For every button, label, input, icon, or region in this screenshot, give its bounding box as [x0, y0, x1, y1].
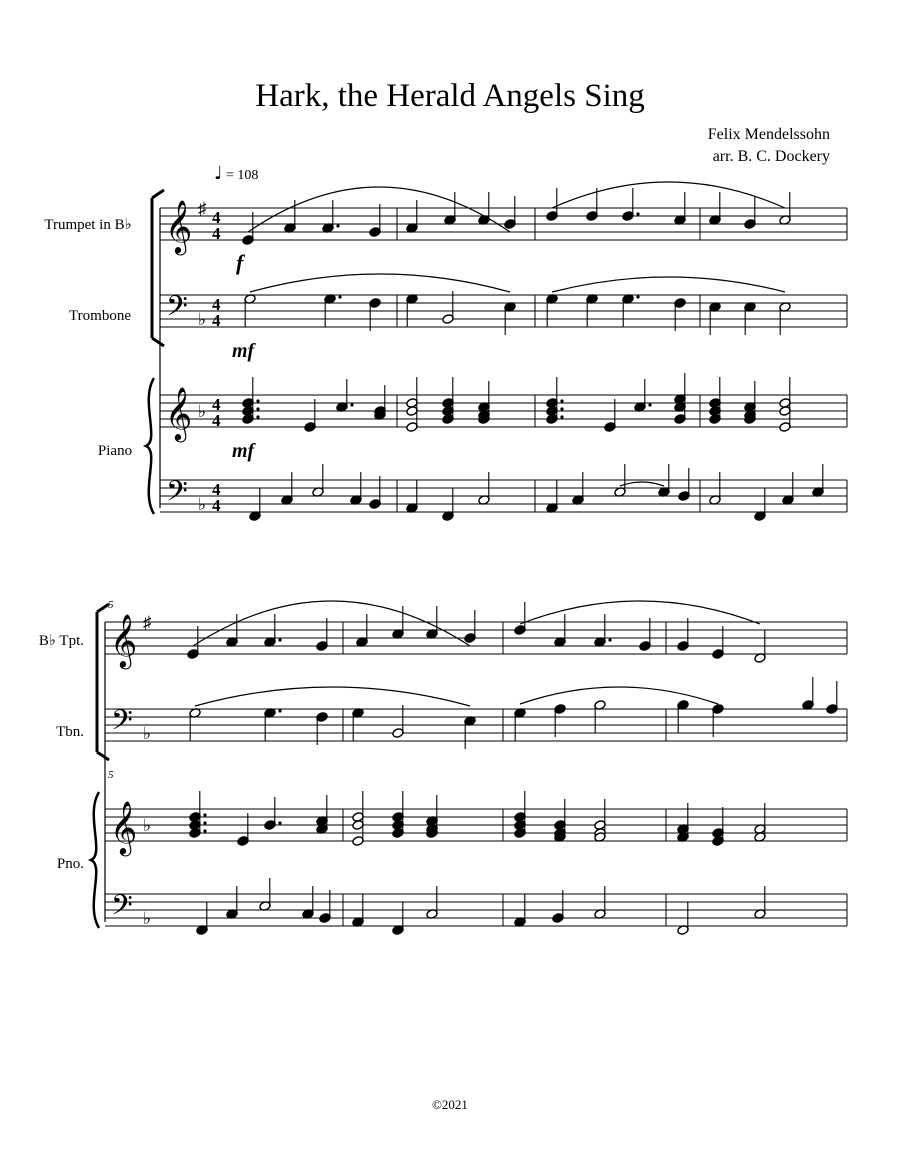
- note-dot: [203, 829, 206, 832]
- note-dot: [278, 638, 281, 641]
- flat-key-icon: ♭: [143, 724, 152, 743]
- bass-clef-icon: 𝄢: [111, 891, 133, 928]
- sharp-key-icon: ♯: [198, 199, 207, 218]
- flat-key-icon: ♭: [143, 909, 152, 928]
- note-dot: [608, 638, 611, 641]
- trumpet-staff: [160, 208, 847, 240]
- bass-clef-icon: 𝄢: [111, 706, 133, 743]
- measure-number-5: 5: [108, 599, 114, 611]
- system-2: [39, 599, 847, 928]
- tempo-value: = 108: [226, 168, 259, 183]
- dynamic-mezzo-forte-trombone: mf: [232, 340, 255, 362]
- note-dot: [256, 407, 259, 410]
- slur-trumpet-m7: [520, 601, 760, 624]
- bass-clef-icon: 𝄢: [166, 292, 188, 329]
- time-signature-numerator: 4: [212, 395, 221, 414]
- piano-label: Piano: [97, 443, 133, 459]
- flat-key-icon: ♭: [198, 495, 207, 514]
- note-dot: [278, 821, 281, 824]
- piano-treble-staff: [105, 809, 847, 841]
- trumpet-staff: [105, 622, 847, 654]
- quarter-note-icon: ♩: [214, 163, 223, 184]
- time-signature-denominator: 4: [212, 496, 221, 515]
- trombone-staff: [105, 709, 847, 741]
- slur-trombone-m5: [195, 687, 470, 706]
- note-dot: [560, 399, 563, 402]
- tie-bass-m3: [620, 482, 664, 486]
- trombone-staff: [160, 295, 847, 327]
- trombone-label: Trombone: [69, 308, 131, 324]
- time-signature-numerator: 4: [212, 208, 221, 227]
- dynamic-mezzo-forte-piano: mf: [232, 440, 255, 462]
- flat-key-icon: ♭: [198, 310, 207, 329]
- time-signature-denominator: 4: [212, 224, 221, 243]
- system-1: [44, 190, 847, 515]
- piano-bass-staff: [160, 480, 847, 512]
- note-dot: [278, 709, 281, 712]
- time-signature-denominator: 4: [212, 411, 221, 430]
- score-title: Hark, the Herald Angels Sing: [255, 78, 645, 114]
- note-dot: [350, 403, 353, 406]
- time-signature-numerator: 4: [212, 295, 221, 314]
- time-signature-numerator: 4: [212, 480, 221, 499]
- note-dot: [256, 415, 259, 418]
- treble-clef-icon: 𝄞: [110, 802, 138, 853]
- note-dot: [203, 813, 206, 816]
- trombone-abbrev-label: Tbn.: [56, 724, 84, 740]
- piano-treble-staff: [160, 395, 847, 427]
- treble-clef-icon: 𝄞: [165, 201, 193, 252]
- composer-credit: Felix Mendelssohn: [707, 126, 830, 143]
- trumpet-abbrev-label: B♭ Tpt.: [38, 633, 84, 649]
- dynamic-forte: f: [236, 250, 244, 275]
- flat-key-icon: ♭: [143, 816, 152, 835]
- note-dot: [636, 212, 639, 215]
- trumpet-label: Trumpet in B♭: [44, 217, 132, 233]
- note-dot: [560, 415, 563, 418]
- note-dot: [338, 295, 341, 298]
- note-dot: [336, 224, 339, 227]
- bass-clef-icon: 𝄢: [166, 477, 188, 514]
- note-dot: [256, 399, 259, 402]
- slur-trombone-m1: [250, 274, 510, 292]
- treble-clef-icon: 𝄞: [165, 388, 193, 439]
- slur-trombone-m7: [520, 687, 718, 704]
- measure-number-5-piano: 5: [108, 769, 114, 781]
- arranger-credit: arr. B. C. Dockery: [712, 148, 830, 165]
- time-signature-denominator: 4: [212, 311, 221, 330]
- slur-trombone-m3: [552, 277, 785, 292]
- piano-abbrev-label: Pno.: [56, 856, 84, 872]
- sharp-key-icon: ♯: [143, 613, 152, 632]
- note-dot: [648, 403, 651, 406]
- flat-key-icon: ♭: [198, 402, 207, 421]
- note-dot: [203, 821, 206, 824]
- note-dot: [636, 295, 639, 298]
- note-dot: [560, 407, 563, 410]
- slur-trumpet-m3: [552, 182, 785, 208]
- treble-clef-icon: 𝄞: [110, 615, 138, 666]
- copyright-notice: ©2021: [432, 1097, 468, 1112]
- piano-bass-staff: [105, 894, 847, 926]
